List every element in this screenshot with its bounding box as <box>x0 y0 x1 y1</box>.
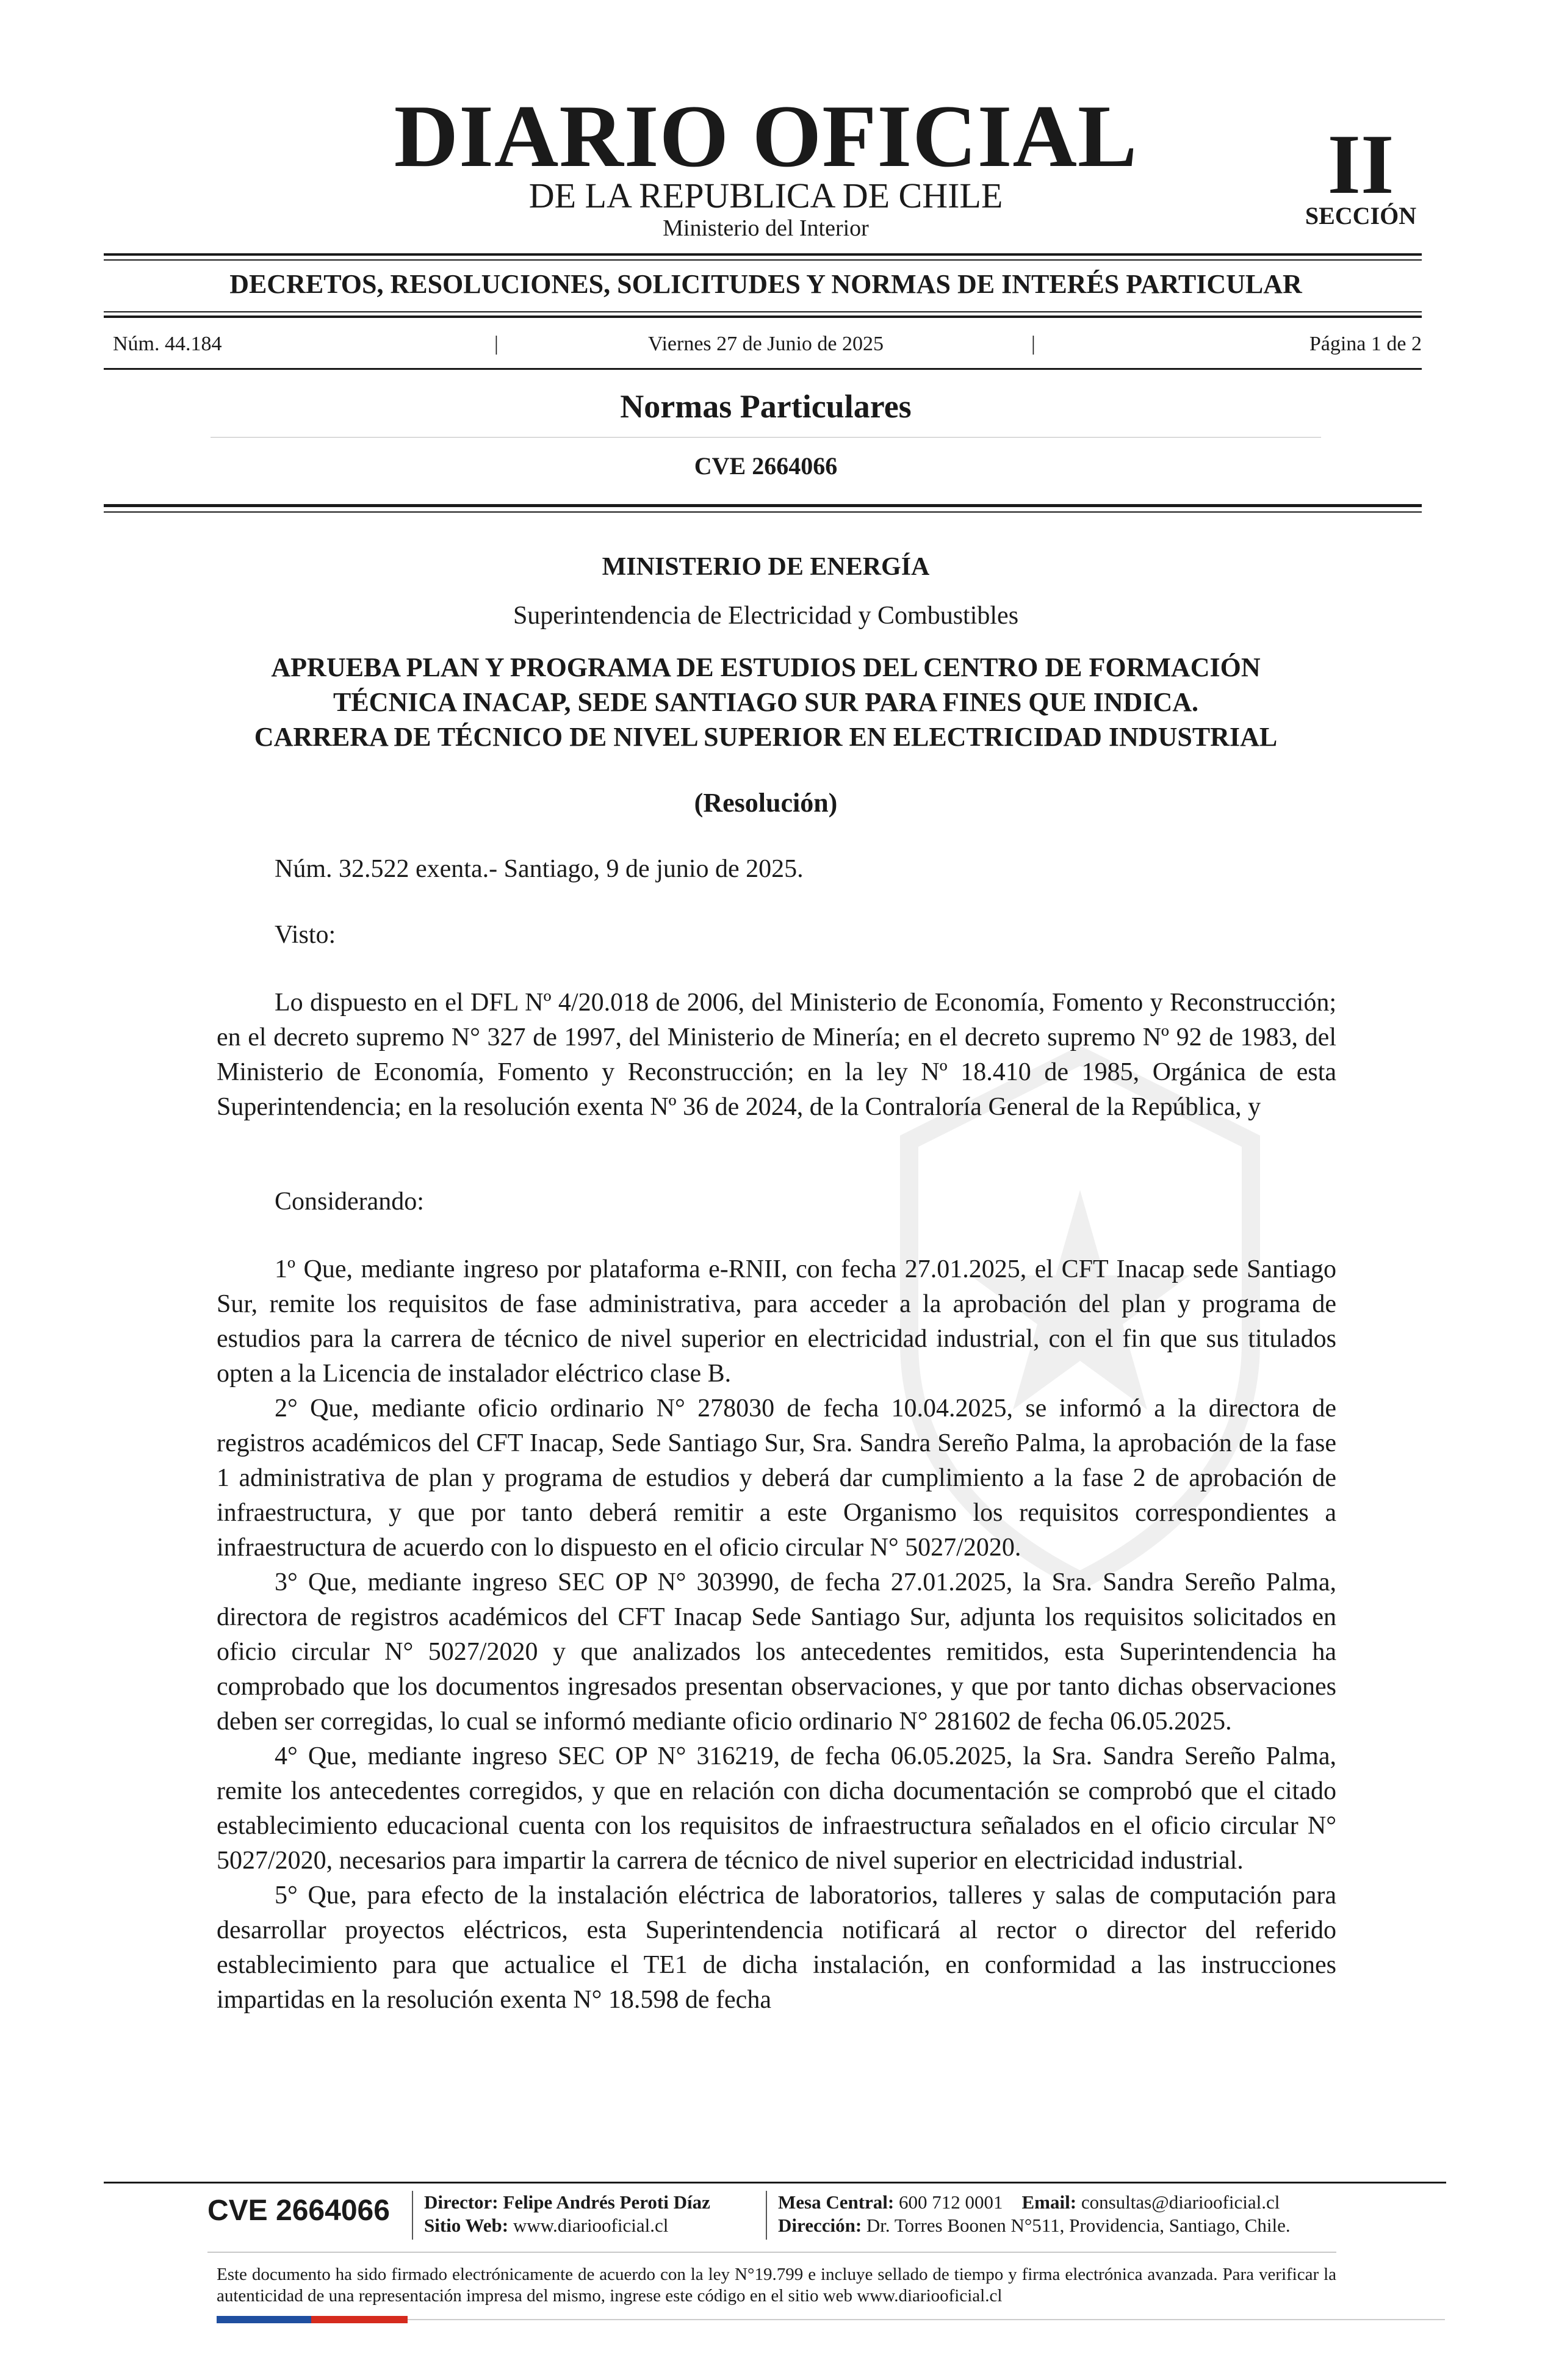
rule-band-bottom <box>104 311 1422 312</box>
meta-separator: | <box>494 333 499 355</box>
footer-director-block <box>424 2191 710 2237</box>
footer-rule <box>104 2182 1446 2183</box>
title-line: TÉCNICA INACAP, SEDE SANTIAGO SUR PARA FINES QUE INDICA. <box>333 687 1199 717</box>
director-label: Director: <box>424 2191 499 2213</box>
document-type: (Resolución) <box>694 788 838 818</box>
considerando-item: 2° Que, mediante oficio ordinario N° 278030 de fecha 10.04.2025, se informó a la directora de registros académicos del CFT Inacap, Sede Santiago Sur, Sra. Sandra Sereño Palma, la aprobación de la fase 1 administrativa de plan y programa de estudios y deberá dar cumplimiento a la fase 2 de aprobación de infraestructura, y que por tanto deberá remitir a este Organismo los requisitos correspondientes a infraestructura de acuerdo con lo dispuesto en el oficio circular N° 5027/2020. <box>217 1394 1336 1562</box>
director-name: Felipe Andrés Peroti Díaz <box>503 2191 710 2213</box>
considerando-item: 4° Que, mediante ingreso SEC OP N° 316219, de fecha 06.05.2025, la Sra. Sandra Sereño Palma, remite los antecedentes corregidos, y que en relación con dicha documentación se comprobó que el citado establecimiento educacional cuenta con los requisitos de infraestructura señalados en el oficio circular N° 5027/2020, necesarios para impartir la carrera de técnico de nivel superior en electricidad industrial. <box>217 1742 1336 1875</box>
email-label: Email: <box>1021 2191 1077 2213</box>
rule-band-bottom-thick <box>104 316 1422 318</box>
title-line: CARRERA DE TÉCNICO DE NIVEL SUPERIOR EN ELECTRICIDAD INDUSTRIAL <box>254 722 1278 752</box>
visto-label: Visto: <box>275 921 336 949</box>
section-title: Normas Particulares <box>620 388 912 425</box>
issue-date: Viernes 27 de Junio de 2025 <box>647 333 884 355</box>
web-label: Sitio Web: <box>424 2215 509 2236</box>
email-link[interactable]: consultas@diariooficial.cl <box>1081 2191 1280 2213</box>
masthead-title: DIARIO OFICIAL <box>394 87 1138 186</box>
title-line: APRUEBA PLAN Y PROGRAMA DE ESTUDIOS DEL CENTRO DE FORMACIÓN <box>271 652 1261 682</box>
section-title-underline <box>211 437 1321 438</box>
rule-top-thin <box>104 259 1422 261</box>
masthead-ministry: Ministerio del Interior <box>663 215 869 241</box>
footer-cve: CVE 2664066 <box>207 2194 390 2227</box>
considerando-item: 5° Que, para efecto de la instalación eléctrica de laboratorios, talleres y salas de computación para desarrollar proyectos eléctricos, esta Superintendencia notificará al rector o director del referido establecimiento para que actualice el TE1 de dicha instalación, en conformidad a las instrucciones impartidas en la resolución exenta N° 18.598 de fecha <box>217 1881 1336 2014</box>
resolution-number: Núm. 32.522 exenta.- Santiago, 9 de junio de 2025. <box>275 855 804 883</box>
category-band: DECRETOS, RESOLUCIONES, SOLICITUDES Y NORMAS DE INTERÉS PARTICULAR <box>229 269 1302 299</box>
visto-paragraph: Lo dispuesto en el DFL Nº 4/20.018 de 2006, del Ministerio de Economía, Fomento y Reconstrucción; en el decreto supremo N° 327 de 1997, del Ministerio de Minería; en el decreto supremo Nº 92 de 1983, del Ministerio de Economía, Fomento y Reconstrucción; en la ley Nº 18.410 de 1985, Orgánica de esta Superintendencia; en la resolución exenta Nº 36 de 2024, de la Contraloría General de la República, y <box>217 989 1336 1121</box>
rule-cve-bottom-thin <box>104 511 1422 513</box>
flag-stripe-blue <box>217 2316 311 2323</box>
considerando-label: Considerando: <box>275 1188 424 1216</box>
rule-cve-bottom <box>104 504 1422 507</box>
flag-stripe-line <box>408 2319 1445 2320</box>
footer-divider <box>412 2191 413 2240</box>
issue-number: Núm. 44.184 <box>113 333 222 355</box>
considerando-item: 1º Que, mediante ingreso por plataforma e-RNII, con fecha 27.01.2025, el CFT Inacap sede Santiago Sur, remite los requisitos de fase administrativa, para acceder a la aprobación del plan y programa de estudios para la carrera de técnico de nivel superior en electricidad industrial, con el fin que sus titulados opten a la Licencia de instalador eléctrico clase B. <box>217 1255 1336 1388</box>
considerando-item: 3° Que, mediante ingreso SEC OP N° 303990, de fecha 27.01.2025, la Sra. Sandra Sereño Palma, directora de registros académicos del CFT Inacap Sede Santiago Sur, adjunta los requisitos solicitados en oficio circular N° 5027/2020 y que analizados los antecedentes remitidos, esta Superintendencia ha comprobado que los documentos ingresados presentan observaciones, y que por tanto dichas observaciones deben ser corregidas, lo cual se informó mediante oficio ordinario N° 281602 de fecha 06.05.2025. <box>217 1568 1336 1736</box>
footer-legal-note: Este documento ha sido firmado electrónicamente de acuerdo con la ley N°19.799 e incluye sellado de tiempo y firma electrónica avanzada. Para verificar la autenticidad de una representación impresa del mismo, ingrese este código en el sitio web www.diariooficial.cl <box>217 2265 1336 2306</box>
rule-meta-bottom <box>104 368 1422 370</box>
address: Dr. Torres Boonen N°511, Providencia, Santiago, Chile. <box>866 2215 1291 2236</box>
page-indicator: Página 1 de 2 <box>1309 333 1422 355</box>
masthead-subtitle: DE LA REPUBLICA DE CHILE <box>528 176 1003 215</box>
document-title <box>195 650 1336 754</box>
rule-top <box>104 253 1422 256</box>
considerandos <box>217 1252 1336 2018</box>
document-agency: Superintendencia de Electricidad y Combustibles <box>513 602 1019 630</box>
footer-contact-block <box>778 2191 1291 2237</box>
cve-code: CVE 2664066 <box>694 452 838 480</box>
flag-stripe-red <box>311 2316 408 2323</box>
phone-label: Mesa Central: <box>778 2191 895 2213</box>
footer-divider <box>766 2191 767 2240</box>
phone-number: 600 712 0001 <box>899 2191 1003 2213</box>
section-number: II <box>1327 117 1394 212</box>
web-link[interactable]: www.diariooficial.cl <box>513 2215 669 2236</box>
document-ministry: MINISTERIO DE ENERGÍA <box>602 553 930 581</box>
meta-separator: | <box>1031 333 1036 355</box>
address-label: Dirección: <box>778 2215 862 2236</box>
section-label: SECCIÓN <box>1305 202 1417 229</box>
